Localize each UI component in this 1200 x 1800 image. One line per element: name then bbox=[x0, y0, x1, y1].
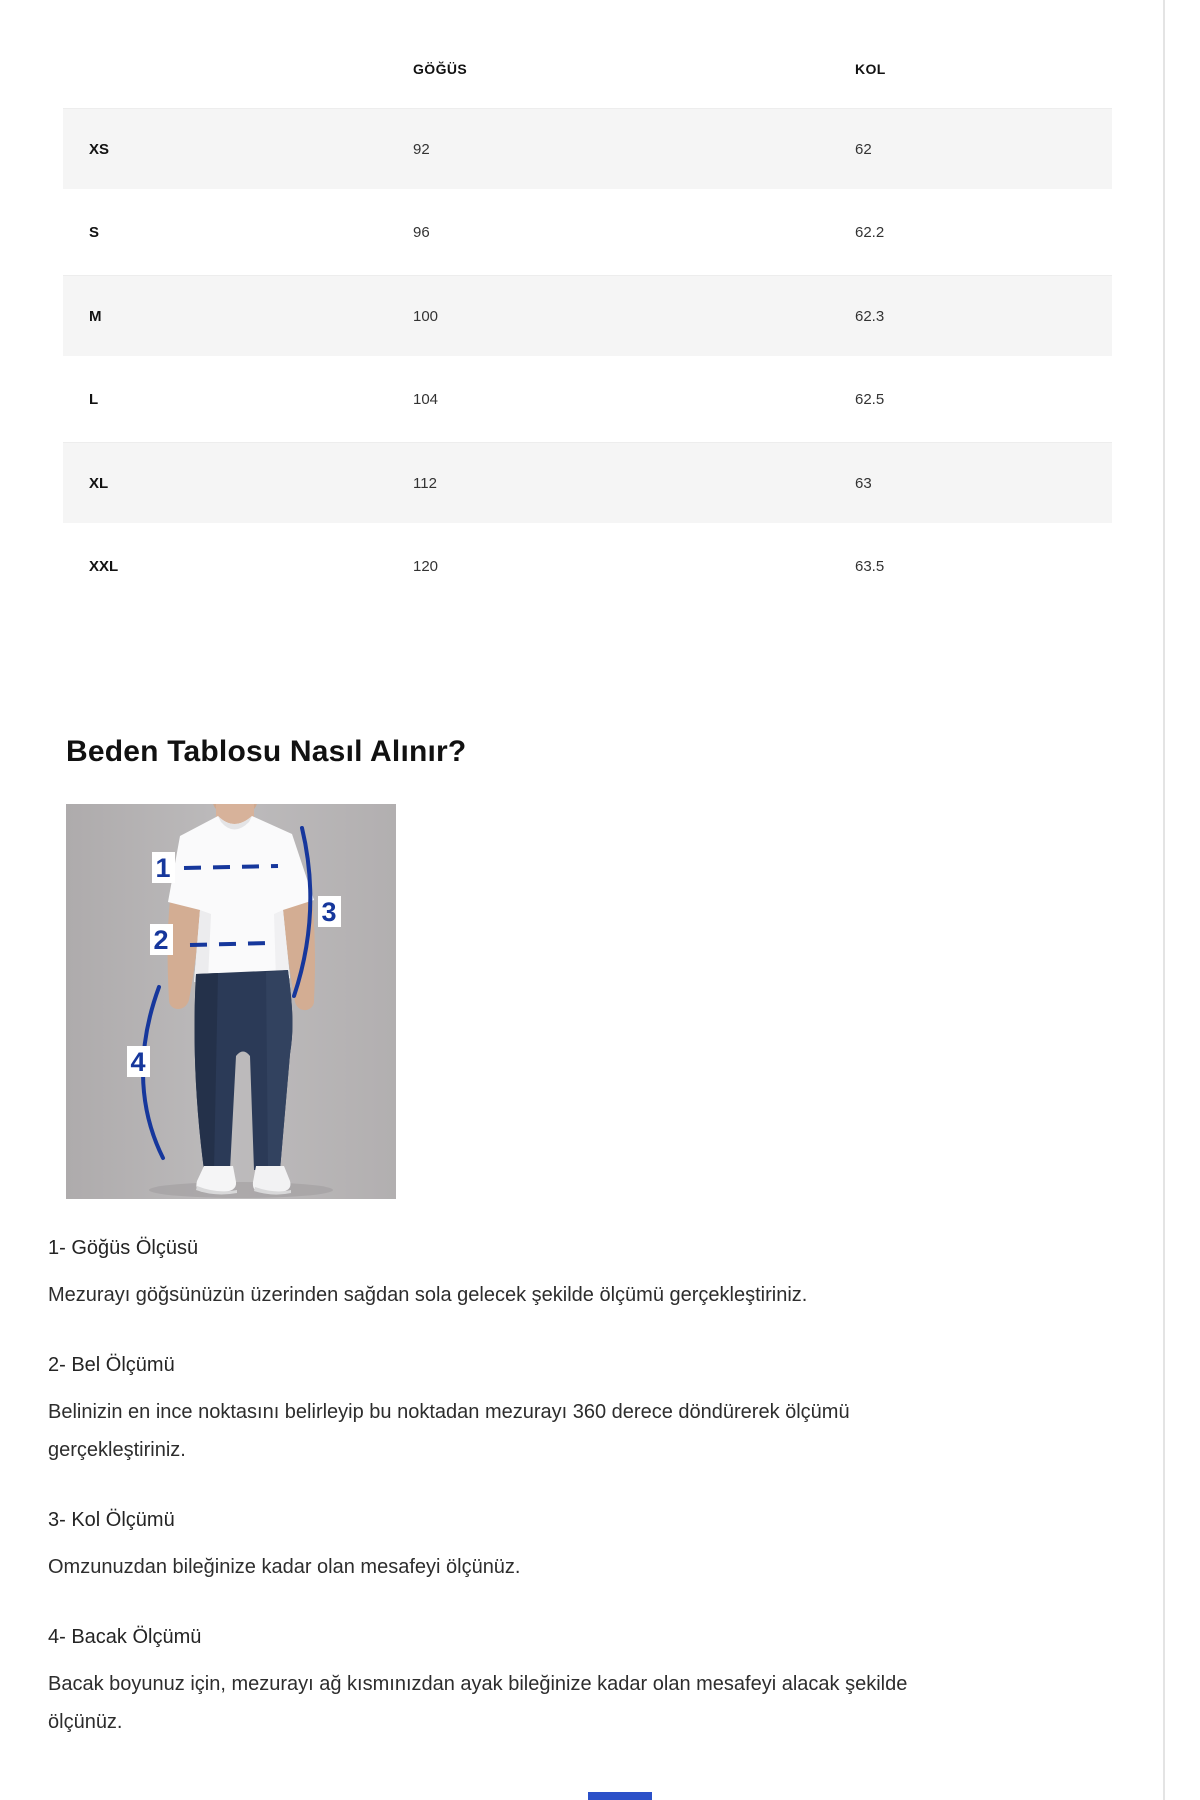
table-row-xl bbox=[63, 442, 1112, 523]
kol-value: 62 bbox=[855, 108, 1112, 189]
figure-badge-2 bbox=[150, 924, 173, 955]
kol-value: 63 bbox=[855, 442, 1112, 523]
section-heading: 2- Bel Ölçümü bbox=[48, 1354, 175, 1376]
section-kol bbox=[48, 1509, 1200, 1586]
gogus-value: 104 bbox=[413, 359, 855, 439]
section-heading: 3- Kol Ölçümü bbox=[48, 1509, 175, 1531]
size-label: S bbox=[63, 192, 413, 272]
badge-2-number: 2 bbox=[153, 925, 169, 955]
col-header-gogus: GÖĞÜS bbox=[413, 33, 855, 105]
gogus-value: 100 bbox=[413, 275, 855, 356]
section-heading: 4- Bacak Ölçümü bbox=[48, 1626, 202, 1648]
section-body: Omzunuzdan bileğinize kadar olan mesafeyi ölçünüz. bbox=[48, 1556, 521, 1578]
table-row-s bbox=[63, 192, 1112, 272]
table-row-m bbox=[63, 275, 1112, 356]
table-row-xxl bbox=[63, 526, 1112, 606]
size-label: XL bbox=[63, 442, 413, 523]
measurement-figure bbox=[66, 804, 396, 1199]
badge-4-number: 4 bbox=[130, 1047, 146, 1077]
badge-1-number: 1 bbox=[155, 853, 171, 883]
section-gogus bbox=[48, 1237, 1200, 1314]
figure-badge-1 bbox=[152, 852, 175, 883]
section-bel bbox=[48, 1354, 1200, 1469]
kol-value: 62.2 bbox=[855, 192, 1112, 272]
table-row-l bbox=[63, 359, 1112, 439]
gogus-value: 92 bbox=[413, 108, 855, 189]
figure-badge-3 bbox=[318, 896, 341, 927]
section-bacak bbox=[48, 1626, 1200, 1741]
kol-value: 62.5 bbox=[855, 359, 1112, 439]
gogus-value: 120 bbox=[413, 526, 855, 606]
measurement-instructions bbox=[48, 1237, 1200, 1741]
size-chart-table bbox=[63, 30, 1112, 609]
size-label: L bbox=[63, 359, 413, 439]
gogus-value: 96 bbox=[413, 192, 855, 272]
size-label: M bbox=[63, 275, 413, 356]
scroll-indicator-bar bbox=[588, 1792, 652, 1800]
table-header-row bbox=[63, 33, 1112, 105]
section-body: Belinizin en ince noktasını belirleyip bu noktadan mezurayı 360 derece döndürerek ölçümü gerçekleştiriniz. bbox=[48, 1401, 850, 1461]
measurement-figure-image bbox=[66, 804, 396, 1199]
col-header-size bbox=[63, 33, 413, 105]
section-body: Bacak boyunuz için, mezurayı ağ kısmınızdan ayak bileğinize kadar olan mesafeyi alacak şekilde ölçünüz. bbox=[48, 1673, 908, 1733]
scrollbar-track[interactable] bbox=[1163, 0, 1165, 1800]
gogus-value: 112 bbox=[413, 442, 855, 523]
section-body: Mezurayı göğsünüzün üzerinden sağdan sola gelecek şekilde ölçümü gerçekleştiriniz. bbox=[48, 1284, 808, 1306]
figure-badge-4 bbox=[127, 1046, 150, 1077]
badge-3-number: 3 bbox=[321, 897, 337, 927]
kol-value: 62.3 bbox=[855, 275, 1112, 356]
table-row-xs bbox=[63, 108, 1112, 189]
floor-shadow bbox=[149, 1182, 333, 1198]
size-label: XS bbox=[63, 108, 413, 189]
col-header-kol: KOL bbox=[855, 33, 1112, 105]
size-label: XXL bbox=[63, 526, 413, 606]
guide-title: Beden Tablosu Nasıl Alınır? bbox=[66, 735, 467, 768]
kol-value: 63.5 bbox=[855, 526, 1112, 606]
section-heading: 1- Göğüs Ölçüsü bbox=[48, 1237, 199, 1259]
waist-dash-line bbox=[190, 943, 268, 945]
